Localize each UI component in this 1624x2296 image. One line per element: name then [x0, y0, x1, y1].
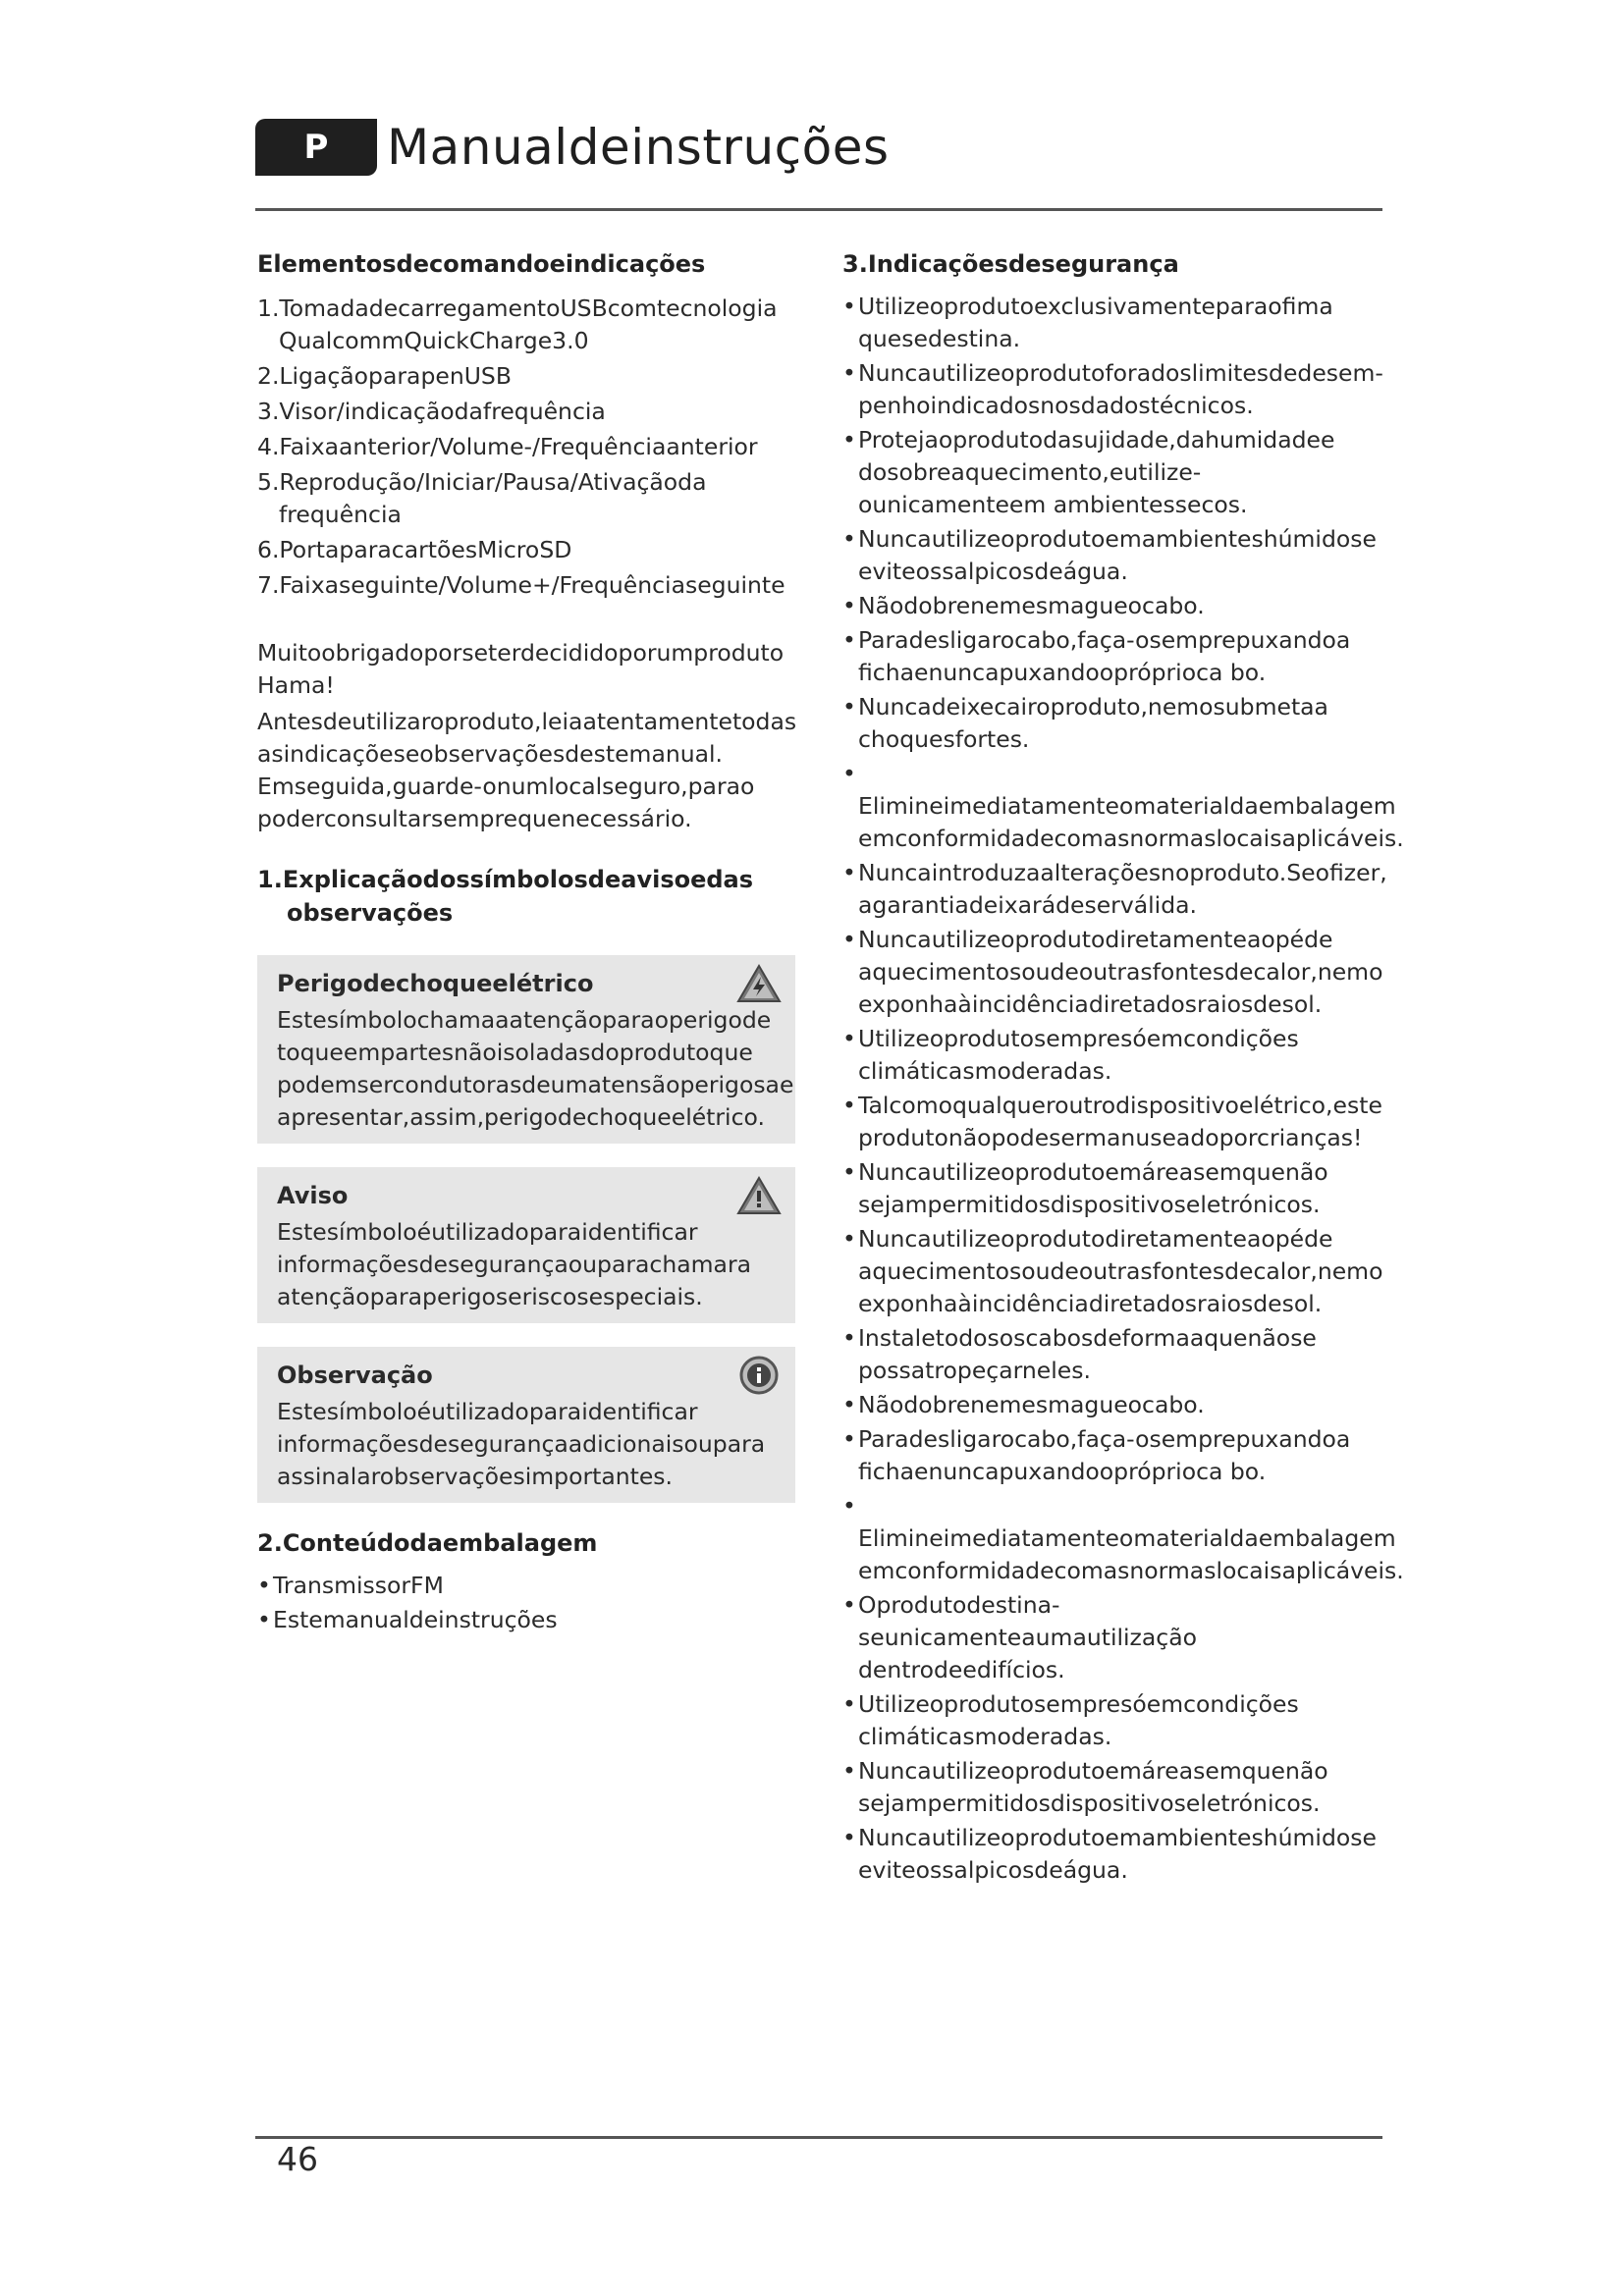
electric-hazard-icon	[736, 963, 782, 1004]
list-item: • Nuncautilizeoprodutoemambienteshúmidose eviteossalpicosdeágua.	[842, 523, 1388, 588]
list-item: 2.LigaçãoparapenUSB	[257, 362, 512, 390]
left-column	[257, 247, 795, 1638]
page-header	[255, 116, 890, 179]
list-item: • Instaletodososcabosdeformaaquenãose possatropeçarneles.	[842, 1322, 1388, 1387]
language-badge: P	[255, 119, 377, 176]
list-item: • Oprodutodestina-seunicamenteaumautilização dentrodeedifícios.	[842, 1589, 1388, 1686]
list-item: • Paradesligarocabo,faça-osemprepuxandoa fichaenuncapuxandoopróprioca bo.	[842, 624, 1388, 689]
list-item: • Utilizeoprodutosempresóemcondições climáticasmoderadas.	[842, 1023, 1388, 1088]
list-item: • Nãodobrenemesmagueocabo.	[842, 1389, 1388, 1421]
section1-heading-line2: observações	[287, 899, 454, 927]
list-item: • Nuncautilizeoprodutoforadoslimitesdedesem- penhoindicadosnosdadostécnicos.	[842, 357, 1388, 422]
page-number: 46	[277, 2140, 318, 2178]
footer-divider	[255, 2136, 1382, 2139]
list-item: • Nuncaintroduzaalteraçõesnoproduto.Seofizer, agarantiadeixarádeserválida.	[842, 857, 1388, 922]
list-item: • Estemanualdeinstruções	[257, 1604, 795, 1636]
list-item: • Utilizeoprodutosempresóemcondições climáticasmoderadas.	[842, 1688, 1388, 1753]
list-item: • Nuncautilizeoprodutodiretamenteaopéde aquecimentosoudeoutrasfontesdecalor,nemo exponhaàincidênciadiretadosraiosdesol.	[842, 1223, 1388, 1320]
section1-heading	[257, 863, 795, 930]
list-item: • Paradesligarocabo,faça-osemprepuxandoa fichaenuncapuxandoopróprioca bo.	[842, 1423, 1388, 1488]
controls-list	[257, 293, 795, 602]
box-title: Aviso	[277, 1182, 349, 1209]
section1-heading-line1: 1.Explicaçãodossímbolosdeavisoedas	[257, 866, 754, 893]
list-item: • Utilizeoprodutoexclusivamenteparaofima quesedestina.	[842, 291, 1388, 355]
box-text: Estesímbolochamaaatençãoparaoperigode toqueempartesnãoisoladasdoprodutoque podemsercondutorasdeumatensãoperigosae apresentar,assim,perigodechoqueelétrico.	[277, 1006, 794, 1131]
controls-heading: Elementosdecomandoeindicações	[257, 250, 706, 278]
list-item: 3.Visor/indicaçãodafrequência	[257, 398, 606, 425]
note-box	[257, 1347, 795, 1503]
section2-heading: 2.Conteúdodaembalagem	[257, 1529, 598, 1557]
list-item: • Nuncautilizeoprodutodiretamenteaopéde aquecimentosoudeoutrasfontesdecalor,nemo exponhaàincidênciadiretadosraiosdesol.	[842, 924, 1388, 1021]
box-text: Estesímboloéutilizadoparaidentificar informaçõesdesegurançaouparachamara atençãoparaperigoseriscosespeciais.	[277, 1218, 752, 1310]
safety-heading: 3.Indicaçõesdesegurança	[842, 250, 1179, 278]
header-divider	[255, 208, 1382, 211]
warning-box	[257, 1167, 795, 1323]
safety-list	[842, 291, 1404, 1887]
box-text: Estesímboloéutilizadoparaidentificar informaçõesdesegurançaadicionaisoupara assinalarobservaçõesimportantes.	[277, 1398, 766, 1490]
info-icon	[736, 1355, 782, 1396]
list-item: • Nuncautilizeoprodutoemáreasemquenão sejampermitidosdispositivoseletrónicos.	[842, 1755, 1388, 1820]
list-item: 1.TomadadecarregamentoUSBcomtecnologia QualcommQuickCharge3.0	[257, 294, 778, 354]
list-item: 7.Faixaseguinte/Volume+/Frequênciaseguinte	[257, 571, 785, 599]
list-item: • Nuncadeixecairoproduto,nemosubmetaa choquesfortes.	[842, 691, 1388, 756]
list-item: • Nuncautilizeoprodutoemáreasemquenão sejampermitidosdispositivoseletrónicos.	[842, 1156, 1388, 1221]
list-item: • TransmissorFM	[257, 1570, 795, 1602]
list-item: • Nãodobrenemesmagueocabo.	[842, 590, 1388, 622]
list-item: • Talcomoqualqueroutrodispositivoelétrico,este produtonãopodesermanuseadoporcrianças!	[842, 1090, 1388, 1154]
page-title: Manualdeinstruções	[387, 119, 890, 176]
electric-hazard-box	[257, 955, 795, 1144]
list-item: • Elimineimediatamenteomaterialdaembalagem emconformidadecomasnormaslocaisaplicáveis.	[842, 1490, 1388, 1587]
box-title: Observação	[277, 1362, 433, 1389]
list-item: • Protejaoprodutodasujidade,dahumidadee dosobreaquecimento,eutilize-ounicamenteem ambientessecos.	[842, 424, 1388, 521]
list-item: 6.PortaparacartõesMicroSD	[257, 536, 572, 563]
warning-icon	[736, 1175, 782, 1216]
box-title: Perigodechoqueelétrico	[277, 970, 594, 997]
list-item: • Nuncautilizeoprodutoemambienteshúmidose eviteossalpicosdeágua.	[842, 1822, 1388, 1887]
list-item: 5.Reprodução/Iniciar/Pausa/Ativaçãoda frequência	[257, 468, 707, 528]
intro-thanks: Muitoobrigadoporseterdecididoporumproduto Hama!	[257, 639, 785, 699]
intro-instructions: Antesdeutilizaroproduto,leiaatentamentetodas asindicaçõeseobservaçõesdestemanual. Emseguida,guarde-onumlocalseguro,parao poderconsultarsemprequenecessário.	[257, 708, 797, 832]
right-column	[842, 247, 1404, 1889]
list-item: 4.Faixaanterior/Volume-/Frequênciaanterior	[257, 433, 758, 460]
list-item: • Elimineimediatamenteomaterialdaembalagem emconformidadecomasnormaslocaisaplicáveis.	[842, 758, 1388, 855]
package-contents-list	[257, 1570, 795, 1636]
